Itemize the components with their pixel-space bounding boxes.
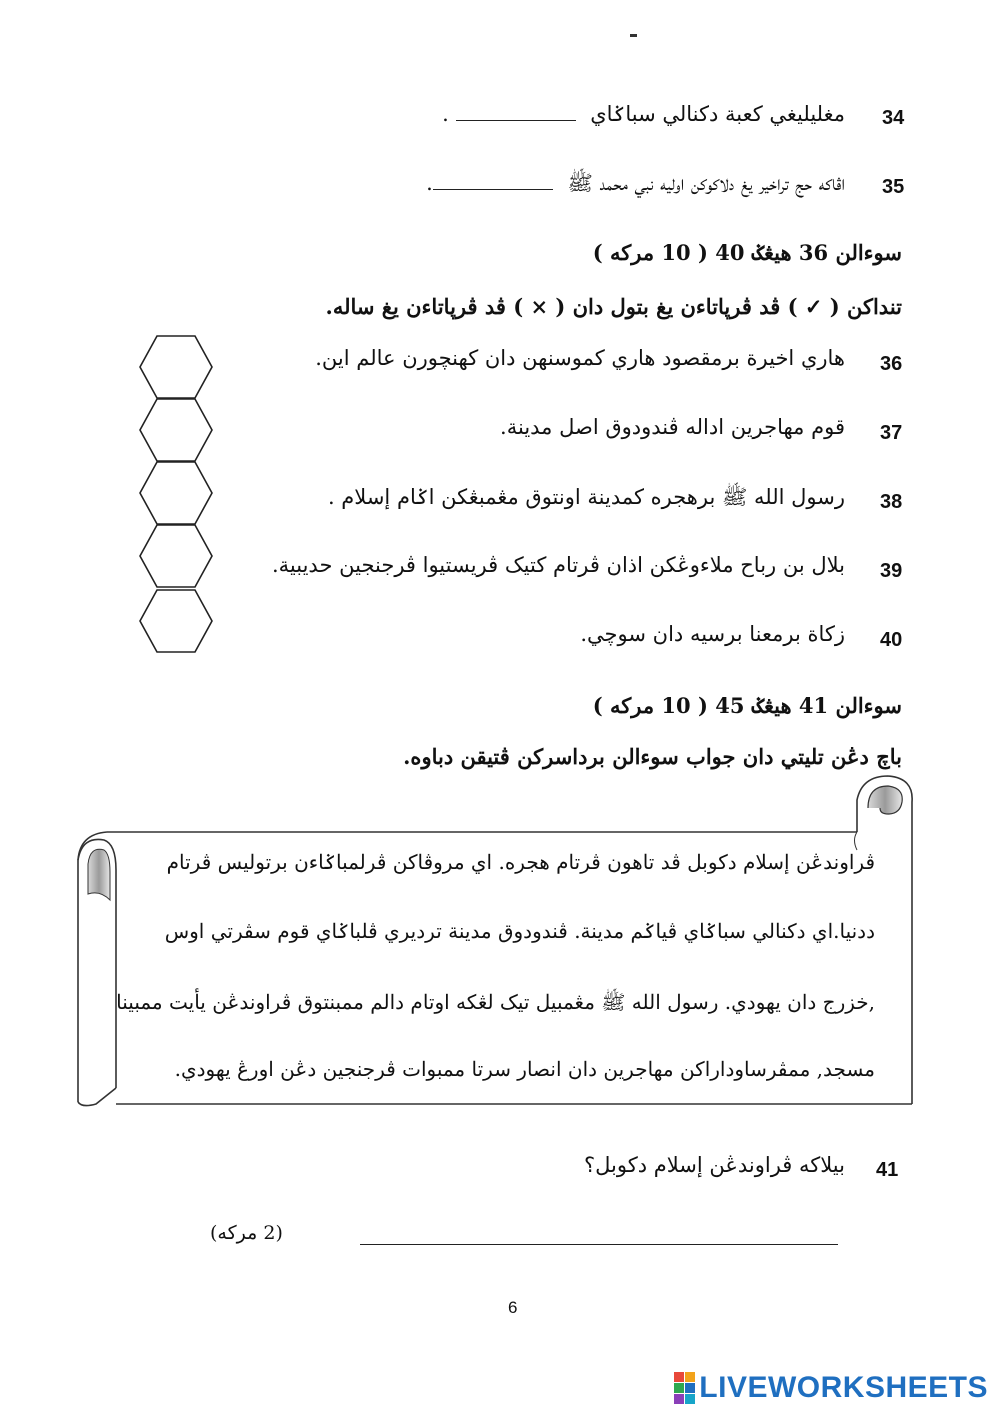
question-41-answer-line[interactable] xyxy=(360,1244,838,1245)
passage-line-1: ڤراوندڠن إسلام دكوبل ڤد تاهون ڤرتام هجره. اي مروڤاكن ڤرلمباݢاءن برتوليس ڤرتام xyxy=(166,850,875,874)
section-3-instruction: باچ دڠن تليتي دان جواب سوءالن برداسركن ڤتيقن دباوه. xyxy=(403,744,902,769)
passage-line-3: ,خزرج دان يهودي. رسول الله ﷺ مڠمبيل تيک لڠكه اوتام دالم ممبنتوق ڤراوندڠن يأيت ممبينا xyxy=(116,990,875,1014)
brand-logo-area xyxy=(674,1371,988,1405)
item-36-number: 36 xyxy=(880,353,903,375)
liveworksheets-logo-icon xyxy=(674,1372,695,1404)
question-35-label: اڤاكه حج تراخير يغ دلاكوكن اوليه نبي محمد ﷺ xyxy=(567,171,845,195)
question-34-answer-line[interactable] xyxy=(456,120,576,121)
question-34-end: . xyxy=(442,102,456,126)
page-number: 6 xyxy=(508,1298,518,1317)
answer-hexagon-37[interactable] xyxy=(138,397,214,463)
item-38-text: رسول الله ﷺ برهجره كمدينة اونتوق مڠمبڠكن اݢام إسلام . xyxy=(327,485,845,509)
item-40-number: 40 xyxy=(880,629,903,651)
item-40-text: زكاة برمعنا برسيه دان سوچي. xyxy=(580,622,845,646)
question-41-text: بيلاكه ڤراوندڠن إسلام دكوبل؟ xyxy=(583,1153,845,1177)
brand-name: LIVEWORKSHEETS xyxy=(699,1371,988,1404)
section-2-instruction: تنداكن ( ✓ ) ڤد ڤرڽاتاءن يغ بتول دان ( × ) ڤد ڤرڽاتاءن يغ ساله. xyxy=(325,294,902,319)
passage-line-4: مسجد, ممڤرساوداراكن مهاجرين دان انصار سرتا ممبوات ڤرجنجين دڠن اورڠ يهودي. xyxy=(174,1057,875,1081)
answer-hexagon-40[interactable] xyxy=(138,588,214,654)
item-39-number: 39 xyxy=(880,560,903,582)
item-39-text: بلال بن رباح ملاءوڠكن اذان ڤرتام كتيک ڤريستيوا ڤرجنجين حديبية. xyxy=(271,553,845,577)
answer-hexagon-39[interactable] xyxy=(138,523,214,589)
question-34-label: مغليليغي كعبة دكنالي سباݢاي xyxy=(590,102,845,126)
question-35-text xyxy=(426,170,845,201)
item-38-number: 38 xyxy=(880,491,903,513)
section-3-title: سوءالن 41 هيڠݢ 45 ( 10 مركه ) xyxy=(592,693,902,718)
question-35-number: 35 xyxy=(882,176,905,198)
question-35-end: . xyxy=(426,171,433,195)
question-35-answer-line[interactable] xyxy=(433,189,553,190)
answer-hexagon-36[interactable] xyxy=(138,334,214,400)
item-36-text: هاري اخيرة برمقصود هاري كموسنهن دان كهنچورن عالم اين. xyxy=(315,346,845,370)
answer-hexagon-38[interactable] xyxy=(138,460,214,526)
item-37-number: 37 xyxy=(880,422,903,444)
question-41-marks: (2 مركه) xyxy=(210,1222,283,1244)
question-41-number: 41 xyxy=(876,1159,899,1181)
item-37-text: قوم مهاجرين اداله ڤندودوق اصل مدينة. xyxy=(500,415,845,439)
top-mark xyxy=(630,34,637,37)
passage-line-2: ددنيا.اي دكنالي سباݢاي ڤياݢم مدينة. ڤندودوق مدينة ترديري ڤلباݢاي قوم سڤرتي اوس xyxy=(164,919,875,943)
section-2-title: سوءالن 36 هيڠݢ 40 ( 10 مركه ) xyxy=(592,240,902,265)
question-34-number: 34 xyxy=(882,107,905,129)
question-34-text xyxy=(442,102,845,126)
